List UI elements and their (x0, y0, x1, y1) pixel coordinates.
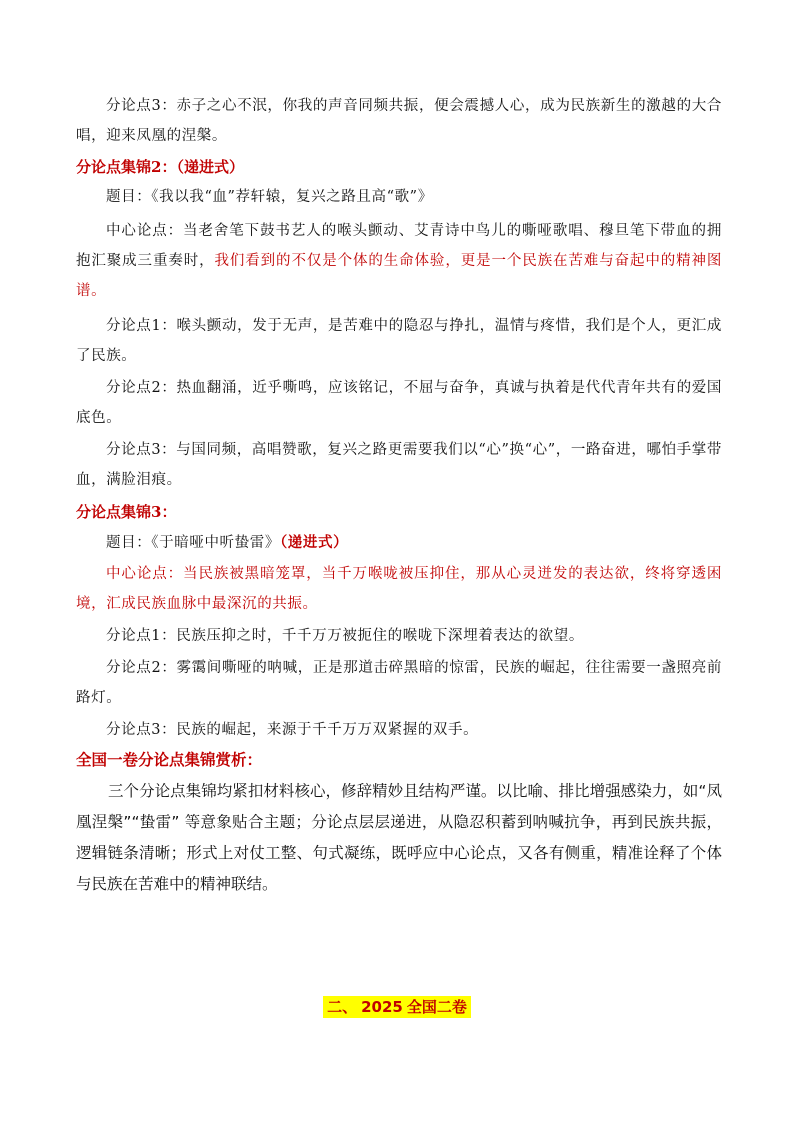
section-banner-year: 2025 (361, 998, 403, 1016)
set2-center-red: 我们看到的不仅是个体的生命体验，更是一个民族在苦难与奋起中的精神图谱。 (76, 253, 723, 299)
set3-title-text: 题目：《于暗哑中听蛰雷》 (106, 535, 280, 551)
summary-text: 三个分论点集锦均紧扣材料核心，修辞精妙且结构严谨。以比喻、排比增强感染力，如“凤凰涅槃”“蛰雷” 等意象贴合主题；分论点层层递进，从隐忍积蓄到呐喊抗争，再到民族共振，逻辑链条清晰；形式上对仗工整、句式凝练，既呼应中心论点，又各有侧重，精准诠释了个体与民族在苦难中的精神联结。 (76, 782, 722, 893)
set2-point3: 分论点3：与国同频，高唱赞歌，复兴之路更需要我们以“心”换“心”，一路奋进，哪怕手掌带血，满脸泪痕。 (76, 442, 722, 488)
set3-center-argument (76, 559, 722, 619)
set1-point3-label: 分论点3： (106, 98, 177, 114)
set2-point2: 分论点2：热血翻涌，近乎嘶鸣，应该铭记，不屈与奋争，真诚与执着是代代青年共有的爱国底色。 (76, 380, 722, 426)
set3-title-tag: （递进式） (279, 534, 349, 551)
set3-center-red: 当民族被黑暗笼罩，当千万喉咙被压抑住，那从心灵迸发的表达欲，终将穿透困境，汇成民族血脉中最深沉的共振。 (76, 566, 723, 612)
section-banner-suffix: 全国二卷 (406, 998, 467, 1016)
summary-title: 全国一卷分论点集锦赏析： (76, 751, 263, 769)
set2-point1: 分论点1：喉头颤动，发于无声，是苦难中的隐忍与挣扎，温情与疼惜，我们是个人，更汇成了民族。 (76, 318, 722, 364)
set2-title: 题目：《我以我“血”荐轩辕，复兴之路且高“歌”》 (106, 189, 433, 205)
set3-title (76, 528, 722, 558)
set2-center-label: 中心论点： (106, 223, 184, 239)
section-banner-highlight (323, 996, 471, 1018)
section-banner-prefix: 二、 (327, 998, 358, 1016)
set2-heading-tag: （递进式） (176, 158, 244, 176)
set2-center-argument (76, 216, 722, 306)
set1-point3 (76, 91, 722, 151)
set2-center-plain: 当老舍笔下鼓书艺人的喉头颤动、艾青诗中鸟儿的嘶哑歌唱、穆旦笔下带血的拥抱汇聚成三重奏时， (76, 223, 723, 269)
set3-point3: 分论点3：民族的崛起，来源于千千万万双紧握的双手。 (106, 722, 479, 738)
set2-heading-label: 分论点集锦2： (76, 158, 177, 176)
set3-point2: 分论点2：雾霭间嘶哑的呐喊，正是那道击碎黑暗的惊雷，民族的崛起，往往需要一盏照亮前路灯。 (76, 660, 722, 706)
set1-point3-text: 赤子之心不泯，你我的声音同频共振，便会震撼人心，成为民族新生的激越的大合唱，迎来凤凰的涅槃。 (76, 98, 722, 144)
set3-center-label: 中心论点： (106, 566, 184, 582)
set2-heading (76, 152, 244, 182)
section-banner (0, 996, 794, 1018)
set3-point1: 分论点1：民族压抑之时，千千万万被扼住的喉咙下深埋着表达的欲望。 (106, 628, 584, 644)
set3-heading: 分论点集锦3： (76, 503, 177, 521)
